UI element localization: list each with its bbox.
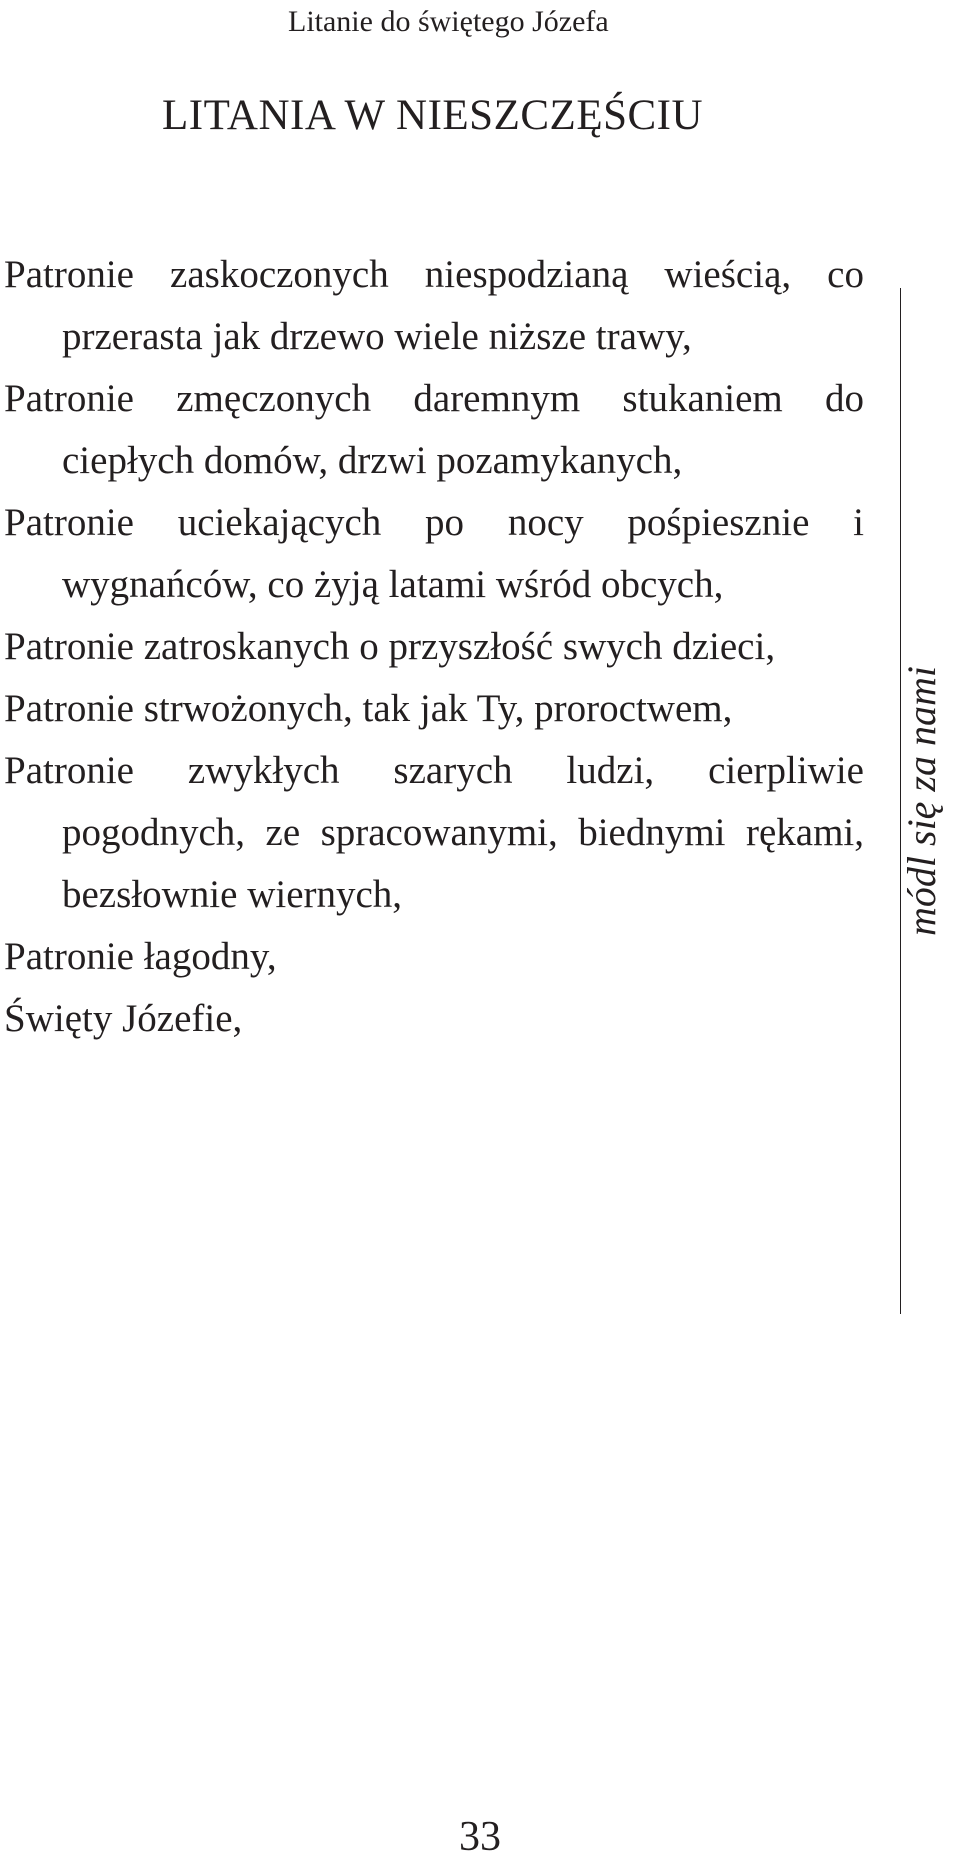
- page-number: 33: [459, 1814, 501, 1860]
- invocation: Święty Józefie,: [4, 997, 243, 1040]
- invocation: Patronie łagodny,: [4, 935, 277, 978]
- invocation: Patronie zmęczonych daremnym stukaniem do ciepłych domów, drzwi pozamykanych,: [4, 377, 864, 482]
- litany-response: módl się za nami: [899, 666, 944, 936]
- litany-invocations: [4, 244, 864, 1050]
- running-head: Litanie do świętego Józefa: [288, 5, 609, 38]
- invocation: Patronie zatroskanych o przyszłość swych dzieci,: [4, 625, 776, 668]
- invocation: Patronie strwożonych, tak jak Ty, proroctwem,: [4, 687, 733, 730]
- invocation: Patronie zaskoczonych niespodzianą wieścią, co przerasta jak drzewo wiele niższe trawy,: [4, 253, 864, 358]
- page-title: LITANIA W NIESZCZĘŚCIU: [162, 92, 704, 139]
- invocation: Patronie zwykłych szarych ludzi, cierpliwie pogodnych, ze spracowanymi, biednymi rękami, bezsłownie wiernych,: [4, 749, 864, 916]
- invocation: Patronie uciekających po nocy pośpiesznie i wygnańców, co żyją latami wśród obcych,: [4, 501, 864, 606]
